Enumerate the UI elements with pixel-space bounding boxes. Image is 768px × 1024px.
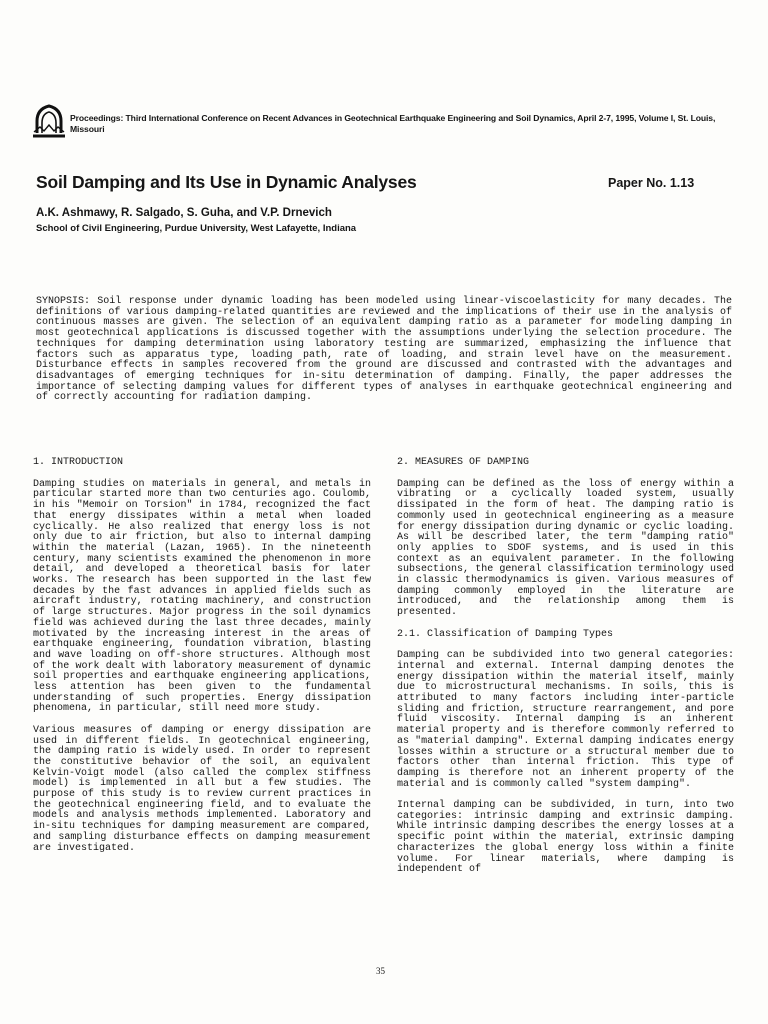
proceedings-header: Proceedings: Third International Conference on Recent Advances in Geotechnical Earthquake Engineering and Soil Dynamics, April 2-7, 1995, Volume I, St. Louis, Missouri: [70, 113, 716, 134]
body-paragraph: Damping can be defined as the loss of energy within a vibrating or a cyclically loaded system, usually dissipated in the form of heat. The damping ratio is commonly used in geotechnical engineering as a measure for energy dissipation during dynamic or cyclic loading. As will be described later, the term "damping ratio" only applies to SDOF systems, and is used in this context as an equivalent parameter. In the following subsections, the general classification terminology used in classic thermodynamics is given. Various measures of damping commonly employed in the literature are introduced, and the relationship among them is presented.: [397, 478, 734, 619]
body-paragraph: Internal damping can be subdivided, in turn, into two categories: intrinsic damping and extrinsic damping. While intrinsic damping describes the energy losses at a specific point within the material, extrinsic damping characterizes the global energy loss within a finite volume. For linear materials, where damping is independent of: [397, 800, 734, 876]
affiliation: School of Civil Engineering, Purdue University, West Lafayette, Indiana: [36, 223, 357, 234]
synopsis-paragraph: SYNOPSIS: Soil response under dynamic loading has been modeled using linear-viscoelasticity for many decades. The definitions of various damping-related quantities are reviewed and the implications of their use in the analysis of continuous masses are given. The selection of an equivalent damping ratio as a parameter for modeling damping in most geotechnical applications is discussed together with the assumptions underlying the selection procedure. The techniques for damping determination using laboratory testing are summarized, emphasizing the influence that factors such as apparatus type, loading path, rate of loading, and strain level have on the measurement. Disturbance effects in samples recovered from the ground are discussed and contrasted with the advantages and disadvantages of emerging techniques for in-situ determination of damping. Finally, the paper addresses the importance of selecting damping values for different types of analyses in earthquake geotechnical engineering and of correctly accounting for radiation damping.: [36, 296, 732, 404]
conference-logo-icon: [33, 103, 65, 139]
right-column: [397, 458, 734, 876]
body-paragraph: Damping can be subdivided into two general categories: internal and external. Internal damping denotes the energy dissipation within the material itself, mainly due to microstructural mechanisms. In soils, this is attributed to many factors including inter-particle sliding and friction, structure rearrangement, and pore fluid viscosity. Internal damping is an inherent material property and is therefore commonly referred to as "material damping". External damping indicates energy losses within a structure or a structural member due to factors other than internal friction. This type of damping is therefore not an inherent property of the material and is commonly called "system damping".: [397, 650, 734, 790]
paper-number: Paper No. 1.13: [608, 176, 695, 190]
left-column: [33, 458, 371, 854]
paper-title: Soil Damping and Its Use in Dynamic Analyses: [36, 172, 417, 192]
page-number: 35: [376, 966, 385, 976]
body-paragraph: Various measures of damping or energy dissipation are used in different fields. In geotechnical engineering, the damping ratio is widely used. In order to represent the constitutive behavior of the soil, an equivalent Kelvin-Voigt model (also called the complex stiffness model) is implemented in all but a few studies. The purpose of this study is to review current practices in the geotechnical engineering field, and to evaluate the models and analysis methods implemented. Laboratory and in-situ techniques for damping measurement are compared, and sampling disturbance effects on damping measurement are investigated.: [33, 724, 371, 854]
subsection-heading-classification: 2.1. Classification of Damping Types: [397, 628, 614, 640]
section-heading-measures-of-damping: 2. MEASURES OF DAMPING: [397, 457, 530, 468]
body-paragraph: Damping studies on materials in general, and metals in particular started more than two centuries ago. Coulomb, in his "Memoir on Torsion" in 1784, recognized the fact that energy dissipates within a metal when loaded cyclically. He also realized that energy loss is not only due to air friction, but also to internal damping within the material (Lazan, 1965). In the nineteenth century, many scientists examined the phenomenon in more detail, and developed a theoretical basis for later works. The research has been supported in the last few decades by the fast advances in applied fields such as aircraft industry, rotating machinery, and construction of large structures. Major progress in the soil dynamics field was achieved during the last three decades, mainly motivated by the increasing interest in the areas of earthquake engineering, foundation vibration, blasting and wave loading on off-shore structures. Although most of the work dealt with laboratory measurement of dynamic soil properties and earthquake engineering applications, less attention has been given to the fundamental understanding of such properties. Energy dissipation phenomena, in particular, still need more study.: [33, 478, 371, 715]
section-heading-introduction: 1. INTRODUCTION: [33, 457, 124, 468]
author-list: A.K. Ashmawy, R. Salgado, S. Guha, and V.P. Drnevich: [36, 207, 332, 219]
